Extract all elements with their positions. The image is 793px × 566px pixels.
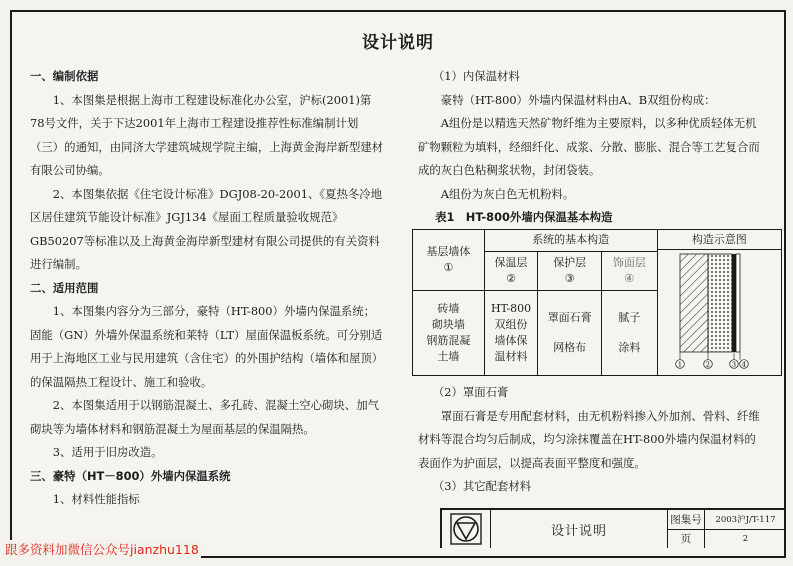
diagram-label: 3 [732, 360, 737, 369]
header-diagram: 构造示意图 [658, 230, 781, 250]
paragraph: 罩面石膏是专用配套材料，由无机粉料掺入外加剂、骨料、纤维材料等混合均匀后制成，均匀涂抹覆盖在HT-800外墙内保温材料的表面作为护面层，以提高表面平整度和强度。 [418, 408, 760, 470]
page-label: 页 [668, 530, 705, 549]
sub-heading-other: （3）其它配套材料 [432, 479, 532, 493]
construction-table [412, 229, 782, 376]
watermark-text: 跟多资料加微信公众号jianzhu118 [5, 542, 199, 557]
section-heading-ht800: 三、豪特（HT－800）外墙内保温系统 [30, 468, 231, 483]
header-protection: 保护层 ③ [538, 251, 602, 290]
title-block [440, 508, 786, 548]
section-heading-scope: 二、适用范围 [30, 280, 99, 295]
diagram-label: 1 [678, 360, 683, 369]
cell-protection: 罩面石膏 网格布 [538, 291, 602, 376]
paragraph: 2、本图集依据《住宅设计标准》DGJ08-20-2001、《夏热冬冷地区居住建筑节能设计标准》JGJ134《屋面工程质量验收规范》GB50207等标准以及上海黄金海岸新型建材有限公司提供的有关资料进行编制。 [30, 186, 383, 271]
sub-heading-gypsum: （2）罩面石膏 [432, 385, 509, 399]
table-caption: 表1 HT-800外墙内保温基本构造 [435, 210, 613, 224]
logo [442, 510, 491, 548]
paragraph: 1、本图集内容分为三部分，豪特（HT-800）外墙内保温系统；固能（GN）外墙外保温系统和莱特（LT）屋面保温板系统。可分别适用于上海地区工业与民用建筑（含住宅）的外围护结构（墙体和屋顶）的保温隔热工程设计、施工和验收。 [30, 304, 384, 389]
atlas-number-label: 图集号 [668, 510, 705, 529]
section-heading-basis: 一、编制依据 [30, 69, 99, 83]
header-insulation: 保温层 ② [484, 251, 538, 290]
wall-section-diagram [658, 250, 780, 370]
cell-finish: 腻子 涂料 [602, 291, 658, 376]
cell-walls: 砖墙 砌块墙 钢筋混凝 土墙 [413, 291, 485, 376]
page-number: 2 [742, 533, 749, 544]
header-finish: 饰面层 ④ [602, 251, 658, 290]
paragraph: 3、适用于旧房改造。 [52, 445, 163, 459]
diagram-label: 4 [742, 360, 747, 369]
paragraph: A组份是以精选天然矿物纤维为主要原料，以多种优质轻体无机矿物颗粒为填料，经细纤化、成浆、分散、膨胀、混合等工艺复合而成的灰白色粘稠浆状物，封闭袋装。 [418, 116, 760, 177]
sub-heading-insulation: （1）内保温材料 [432, 69, 520, 83]
atlas-number-value: 2003沪J/T-117 [715, 515, 776, 526]
page-title: 设计说明 [362, 33, 434, 53]
diagram-cell [657, 230, 781, 376]
title-block-meta [668, 510, 786, 548]
header-base-wall: 基层墙体 ① [413, 230, 485, 291]
paragraph: 2、本图集适用于以钢筋混凝土、多孔砖、混凝土空心砌块、加气砌块等为墙体材料和钢筋混凝土为屋面基层的保温隔热。 [30, 398, 379, 436]
diagram-label: 2 [706, 360, 711, 369]
left-column [30, 65, 385, 512]
logo-icon [450, 513, 482, 545]
cell-insulation: HT-800 双组份 墙体保 温材料 [484, 291, 538, 376]
paragraph: 豪特（HT-800）外墙内保温材料由A、B双组份构成： [440, 92, 716, 107]
paragraph: 1、材料性能指标 [52, 492, 140, 506]
paragraph: 1、本图集是根据上海市工程建设标准化办公室，沪标(2001)第78号文件，关于下达2001年上海市工程建设推荐性标准编制计划（三）的通知，由同济大学建筑城规学院主编，上海黄金海岸新型建材有限公司协编。 [30, 92, 384, 177]
paragraph: A组份为灰白色无机粉料。 [440, 186, 575, 201]
right-column [418, 65, 763, 230]
title-block-name: 设计说明 [491, 510, 668, 548]
right-column-lower [418, 381, 763, 499]
header-system: 系统的基本构造 [484, 230, 657, 252]
